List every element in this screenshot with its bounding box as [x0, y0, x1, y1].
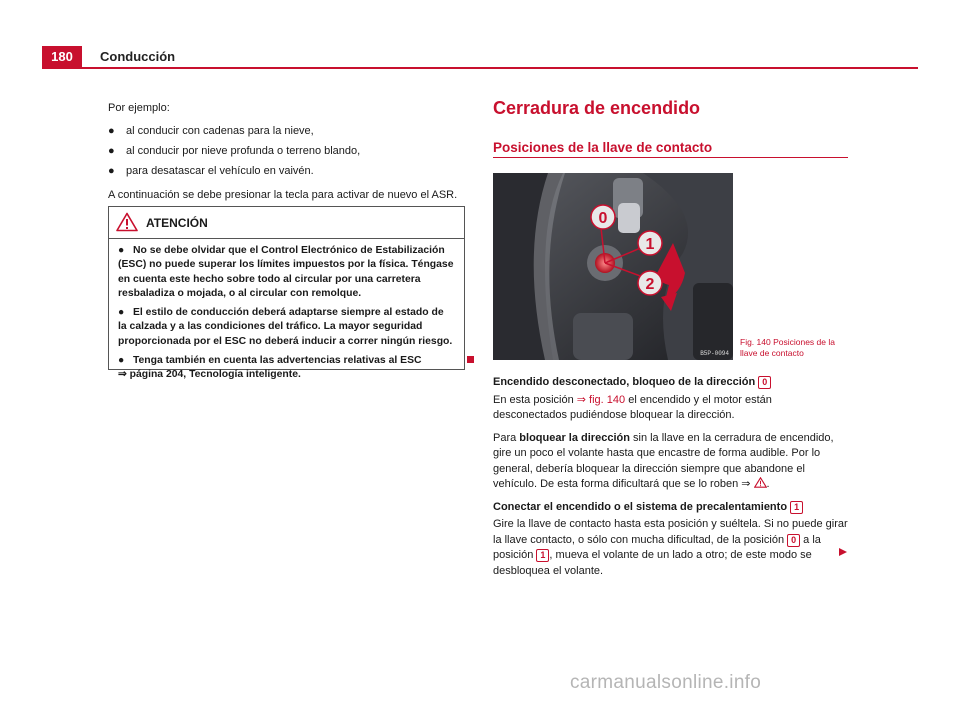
warning-item: ● El estilo de conducción deberá adaptarse siempre al estado de la calzada y a las condiciones del tráfico. La mayor seguridad proporcionada por el ESC no deberá inducir a correr ningún riesgo. — [118, 307, 453, 347]
bullet-text: para desatascar el vehículo en vaivén. — [126, 165, 314, 177]
bullet-text: al conducir con cadenas para la nieve, — [126, 125, 314, 137]
page-reference-link[interactable]: ⇒ página 204, Tecnología inteligente. — [118, 369, 301, 381]
bullet-icon: ● — [118, 307, 125, 319]
outro-text: A continuación se debe presionar la tecla para activar de nuevo el ASR. — [108, 189, 458, 201]
subsection-rule — [493, 157, 848, 158]
left-column — [108, 100, 464, 210]
warning-title: ATENCIÓN — [146, 216, 208, 230]
end-marker-icon — [467, 356, 474, 363]
bullet-icon: ● — [118, 245, 125, 256]
figure-label-2: 2 — [645, 276, 655, 293]
paragraph-heading: Conectar el encendido o el sistema de precalentamiento 1 — [493, 500, 848, 516]
warning-triangle-icon[interactable] — [754, 477, 767, 488]
ignition-figure — [493, 173, 733, 360]
bullet-text: al conducir por nieve profunda o terreno blando, — [126, 145, 361, 157]
paragraph-heading: Encendido desconectado, bloqueo de la dirección 0 — [493, 375, 848, 391]
next-page-arrow-icon[interactable] — [838, 547, 848, 557]
bullet-icon: ● — [118, 355, 125, 367]
position-0-badge: 0 — [758, 376, 771, 389]
figure-code: B5P-0094 — [700, 350, 729, 357]
list-item — [108, 163, 464, 179]
warning-box — [108, 206, 465, 381]
list-item — [108, 123, 464, 139]
position-1-badge: 1 — [536, 549, 549, 562]
page-number: 180 — [42, 46, 82, 68]
bullet-icon: ● — [108, 165, 115, 177]
position-1-badge: 1 — [790, 501, 803, 514]
warning-header — [109, 207, 464, 239]
paragraph: Gire la llave de contacto hasta esta posición y suéltela. Si no puede girar la llave contacto, o sólo con mucha dificultad, de la posición 0 a la posición 1 , mueva el volante de un lado a otro; de este modo se desbloquea el volante. — [493, 518, 848, 577]
position-0-badge: 0 — [787, 534, 800, 547]
warning-item: ● No se debe olvidar que el Control Electrónico de Estabilización (ESC) no puede superar los límites impuestos por la física. Téngase en cuenta este hecho sobre todo al circular por una carretera resbaladiza o mojada, o al circular con remolque. — [118, 245, 454, 299]
bullet-icon: ● — [108, 145, 115, 157]
watermark: carmanualsonline.info — [570, 672, 762, 693]
figure-label-0: 0 — [598, 210, 608, 227]
ignition-illustration — [493, 173, 733, 360]
chapter-title: Conducción — [100, 49, 176, 64]
warning-triangle-icon — [116, 212, 138, 232]
warning-body — [109, 239, 464, 383]
figure-caption: Fig. 140 Posiciones de la llave de contacto — [740, 337, 835, 358]
right-column — [493, 375, 848, 586]
warning-item: ● Tenga también en cuenta las advertencias relativas al ESC ⇒ página 204, Tecnología inteligente. — [118, 355, 422, 381]
intro-text: Por ejemplo: — [108, 102, 170, 114]
bullet-icon: ● — [108, 125, 115, 137]
list-item — [108, 143, 464, 159]
figure-reference-link[interactable]: ⇒ fig. 140 — [576, 393, 626, 406]
paragraph: Para bloquear la dirección sin la llave en la cerradura de encendido, gire un poco el volante hasta que encastre de forma audible. Por lo general, debería bloquear la dirección siempre que abandone el vehículo. De esta forma dificultará que se lo roben ⇒ . — [493, 431, 834, 490]
figure-label-1: 1 — [645, 236, 655, 253]
header-rule — [42, 67, 918, 69]
section-title: Cerradura de encendido — [493, 98, 701, 118]
subsection-title: Posiciones de la llave de contacto — [493, 140, 713, 155]
paragraph: En esta posición ⇒ fig. 140 el encendido y el motor están desconectados pudiéndose bloquear la dirección. — [493, 393, 772, 421]
